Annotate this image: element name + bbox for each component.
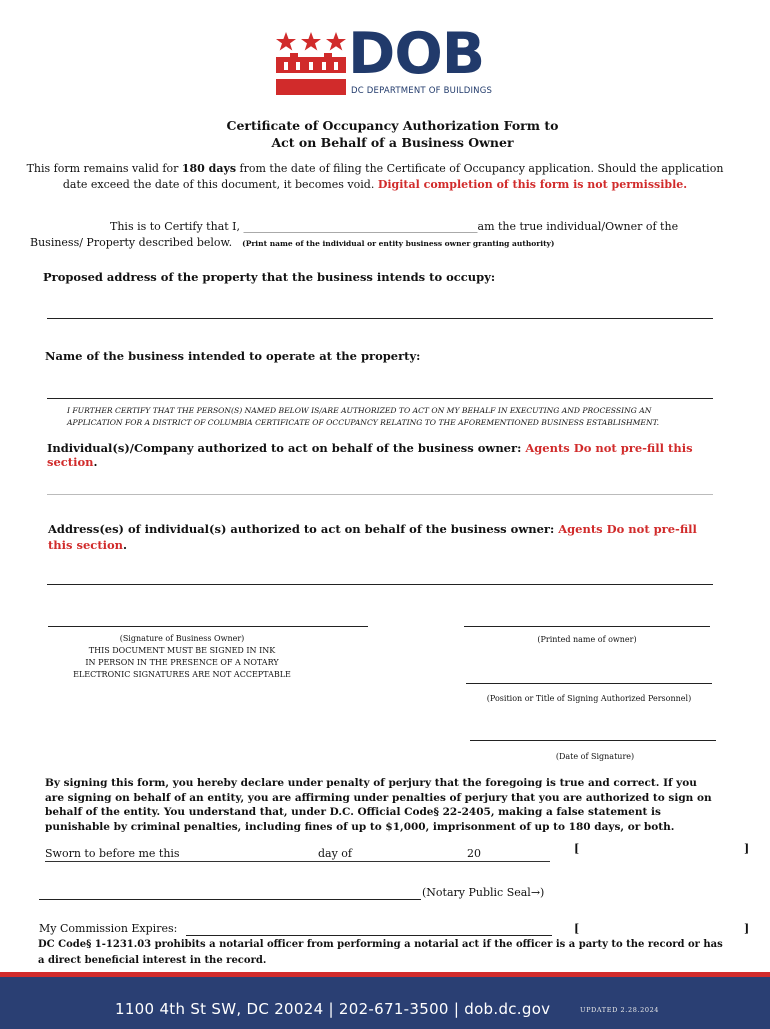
- owner-signature-caption: (Signature of Business Owner): [119, 634, 245, 643]
- ink-requirement-3: ELECTRONIC SIGNATURES ARE NOT ACCEPTABLE: [73, 670, 291, 679]
- ink-requirement-1: THIS DOCUMENT MUST BE SIGNED IN INK: [88, 646, 276, 655]
- year-prefix: 20: [467, 847, 481, 860]
- seal-bracket-close-2: ]: [744, 922, 750, 935]
- validity-part-2: from the date of filing the Certificate of Occupancy application. Should the application date exceed the date of this document, it becomes void.: [62, 162, 724, 191]
- commission-expires-label: My Commission Expires:: [39, 922, 178, 935]
- logo-subtitle: DC DEPARTMENT OF BUILDINGS: [351, 86, 493, 96]
- date-signature-caption: (Date of Signature): [555, 752, 635, 761]
- agent-individual-period: .: [93, 455, 98, 469]
- seal-bracket-close-1: ]: [744, 842, 750, 855]
- logo-star-1: [276, 32, 296, 51]
- agent-individual-line[interactable]: [47, 494, 713, 495]
- agent-address-warning: Agents Do not pre-fill this section: [48, 522, 697, 552]
- dob-logo-mark: [276, 30, 346, 96]
- business-name-label: Name of the business intended to operate at the property:: [45, 349, 421, 363]
- validity-part-1: This form remains valid for: [26, 162, 182, 175]
- commission-expires-line[interactable]: [186, 935, 552, 936]
- ink-requirement-2: IN PERSON IN THE PRESENCE OF A NOTARY: [85, 658, 279, 667]
- agent-individual-text: Individual(s)/Company authorized to act on behalf of the business owner:: [47, 441, 526, 455]
- agent-address-label: [48, 521, 708, 553]
- validity-days: 180 days: [181, 162, 237, 175]
- further-certify-note: I FURTHER CERTIFY THAT THE PERSON(S) NAMED BELOW IS/ARE AUTHORIZED TO ACT ON MY BEHALF IN EXECUTING AND PROCESSING AN APPLICATION FOR A DISTRICT OF COLUMBIA CERTIFICATE OF OCCUPANCY RELATING TO THE AFOREMENTIONED BUSINESS ESTABLISHMENT.: [67, 406, 659, 427]
- proposed-address-line[interactable]: [47, 318, 713, 319]
- seal-bracket-open-1: [: [574, 842, 580, 855]
- agent-address-text: Address(es) of individual(s) authorized to act on behalf of the business owner:: [48, 522, 559, 536]
- logo-stripe: [276, 79, 346, 95]
- form-title-line-1: Certificate of Occupancy Authorization Form to: [226, 118, 559, 133]
- sworn-text: Sworn to before me this: [45, 847, 180, 860]
- form-title-line-2: Act on Behalf of a Business Owner: [271, 135, 514, 150]
- certify-lead: This is to Certify that I,: [110, 220, 244, 233]
- logo-wordmark: DOB: [348, 21, 485, 87]
- notary-seal-label: (Notary Public Seal→): [422, 886, 545, 899]
- notary-signature-line[interactable]: [39, 899, 421, 900]
- logo-star-3: [326, 32, 346, 51]
- certify-tail: am the true individual/Owner of the: [477, 220, 679, 233]
- agent-address-period: .: [123, 538, 128, 552]
- day-of-text: day of: [318, 847, 353, 860]
- printed-name-line[interactable]: [464, 626, 710, 627]
- agent-individual-warning: Agents Do not pre-fill this section: [47, 441, 693, 469]
- perjury-declaration: By signing this form, you hereby declare under penalty of perjury that the foregoing is true and correct. If you are signing on behalf of an entity, you are affirming under penalties of perjury that you are authorized to sign on behalf of the entity. You understand that, under D.C. Official Code§ 22-2405, making a false statement is punishable by criminal penalties, including fines of up to $1,000, imprisonment of up to 180 days, or both.: [45, 777, 712, 833]
- owner-signature-line[interactable]: [48, 626, 368, 627]
- validity-notice: [20, 161, 730, 193]
- owner-name-blank[interactable]: ____________________________________________________: [243, 223, 478, 233]
- certify-line-2: [30, 235, 554, 252]
- agent-individual-label: [47, 441, 727, 469]
- printed-name-caption: (Printed name of owner): [537, 635, 637, 644]
- dc-code-notice: DC Code§ 1-1231.03 prohibits a notarial officer from performing a notarial act if the officer is a party to the record or has a direct beneficial interest in the record.: [38, 939, 723, 966]
- signature-instructions: [48, 633, 316, 681]
- business-name-line[interactable]: [47, 398, 713, 399]
- certify-line-2-text: Business/ Property described below.: [30, 236, 233, 249]
- form-title: [0, 117, 770, 151]
- agent-address-line[interactable]: [47, 584, 713, 585]
- certify-hint: (Print name of the individual or entity business owner granting authority): [242, 239, 555, 248]
- digital-warning: Digital completion of this form is not permissible.: [377, 178, 688, 191]
- footer-contact: 1100 4th St SW, DC 20024 | 202-671-3500 | dob.dc.gov: [115, 1000, 551, 1018]
- sworn-line[interactable]: [45, 861, 550, 862]
- position-title-caption: (Position or Title of Signing Authorized Personnel): [486, 694, 692, 703]
- proposed-address-label: Proposed address of the property that the business intends to occupy:: [43, 270, 496, 284]
- certify-line-1: [110, 219, 678, 236]
- date-signature-line[interactable]: [470, 740, 716, 741]
- footer-updated: UPDATED 2.28.2024: [580, 1006, 660, 1014]
- position-title-line[interactable]: [466, 683, 712, 684]
- logo-star-2: [301, 32, 321, 51]
- seal-bracket-open-2: [: [574, 922, 580, 935]
